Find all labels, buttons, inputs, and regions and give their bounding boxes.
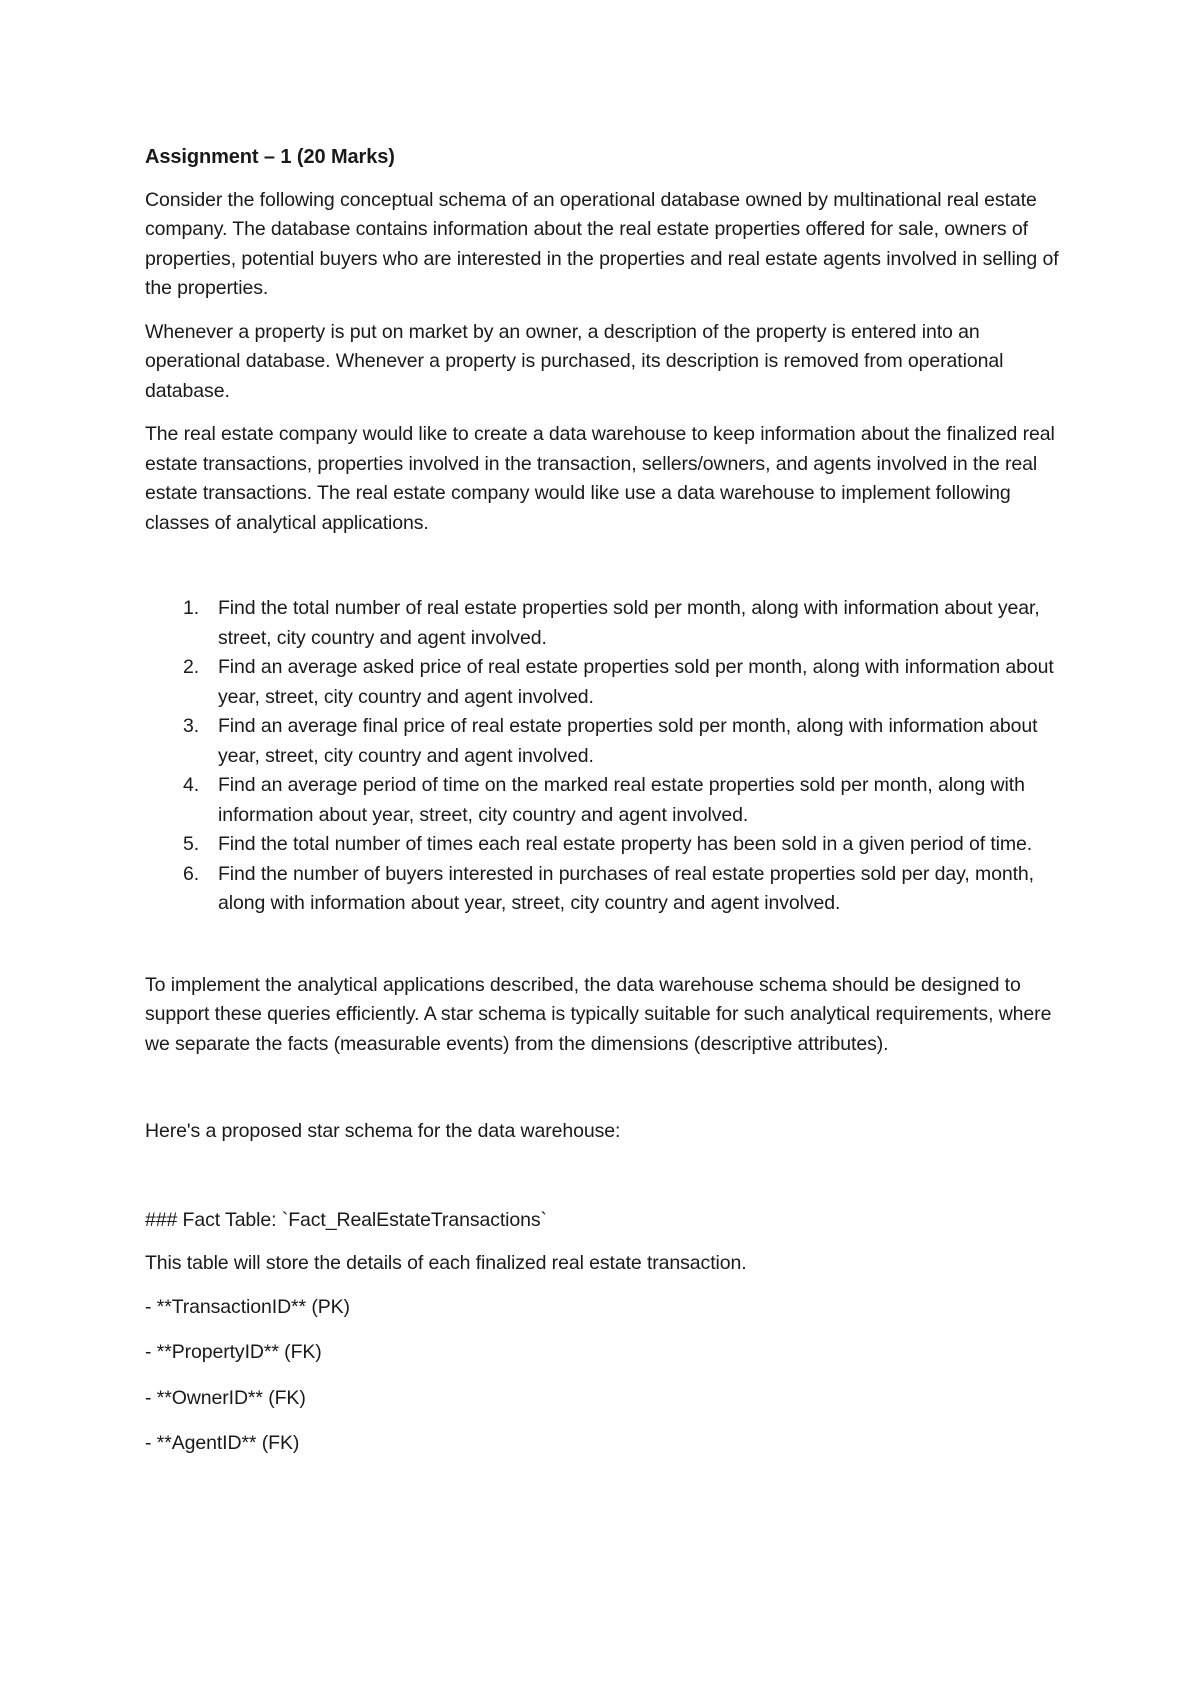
warehouse-paragraph: The real estate company would like to create a data warehouse to keep information about the finalized real estate transactions, properties involved in the transaction, sellers/owners, and agents involved in the real estate transactions. The real estate company would like use a data warehouse to implement following classes of analytical applications. bbox=[145, 423, 1055, 534]
fact-field-list bbox=[145, 1293, 1075, 1459]
list-item-text: Find an average period of time on the marked real estate properties sold per month, along with information about year, street, city country and agent involved. bbox=[218, 774, 1025, 826]
list-item-text: Find the number of buyers interested in purchases of real estate properties sold per day, month, along with information about year, street, city country and agent involved. bbox=[218, 862, 1034, 914]
assignment-title: Assignment – 1 (20 Marks) bbox=[145, 146, 395, 168]
list-item-number: 5. bbox=[183, 833, 200, 855]
list-item bbox=[145, 860, 1075, 919]
fact-field: - **PropertyID** (FK) bbox=[145, 1341, 322, 1363]
fact-field: - **AgentID** (FK) bbox=[145, 1432, 300, 1454]
list-item-number: 4. bbox=[183, 774, 200, 796]
list-item-text: Find an average asked price of real estate properties sold per month, along with information about year, street, city country and agent involved. bbox=[218, 656, 1054, 708]
list-item-text: Find an average final price of real estate properties sold per month, along with information about year, street, city country and agent involved. bbox=[218, 715, 1038, 767]
list-item bbox=[145, 653, 1075, 712]
fact-field: - **TransactionID** (PK) bbox=[145, 1295, 350, 1318]
implementation-paragraph: To implement the analytical applications described, the data warehouse schema should be designed to support these queries efficiently. A star schema is typically suitable for such analytical requirements, where we separate the facts (measurable events) from the dimensions (descriptive attributes). bbox=[145, 973, 1052, 1055]
requirements-list bbox=[145, 594, 1075, 919]
list-item bbox=[145, 594, 1075, 653]
list-item-number: 3. bbox=[183, 715, 200, 737]
list-item-number: 1. bbox=[183, 597, 200, 619]
intro-paragraph: Consider the following conceptual schema of an operational database owned by multinational real estate company. The database contains information about the real estate properties offered for sale, owners of properties, potential buyers who are interested in the properties and real estate agents involved in selling of the properties. bbox=[145, 188, 1059, 299]
list-item bbox=[145, 712, 1075, 771]
list-item bbox=[145, 830, 1075, 860]
list-item-number: 2. bbox=[183, 656, 200, 678]
list-item-text: Find the total number of real estate properties sold per month, along with information about year, street, city country and agent involved. bbox=[218, 597, 1040, 649]
list-item-number: 6. bbox=[183, 862, 200, 885]
fact-table-heading: ### Fact Table: `Fact_RealEstateTransactions` bbox=[145, 1208, 547, 1231]
list-item-text: Find the total number of times each real estate property has been sold in a given period of time. bbox=[218, 833, 1033, 855]
fact-field: - **OwnerID** (FK) bbox=[145, 1386, 306, 1409]
operational-paragraph: Whenever a property is put on market by an owner, a description of the property is entered into an operational database. Whenever a property is purchased, its description is removed from operational database. bbox=[145, 320, 1004, 402]
list-item bbox=[145, 771, 1075, 830]
fact-table-description: This table will store the details of each finalized real estate transaction. bbox=[145, 1252, 747, 1274]
document-body bbox=[145, 143, 1075, 1475]
proposed-schema-line: Here's a proposed star schema for the data warehouse: bbox=[145, 1120, 621, 1142]
